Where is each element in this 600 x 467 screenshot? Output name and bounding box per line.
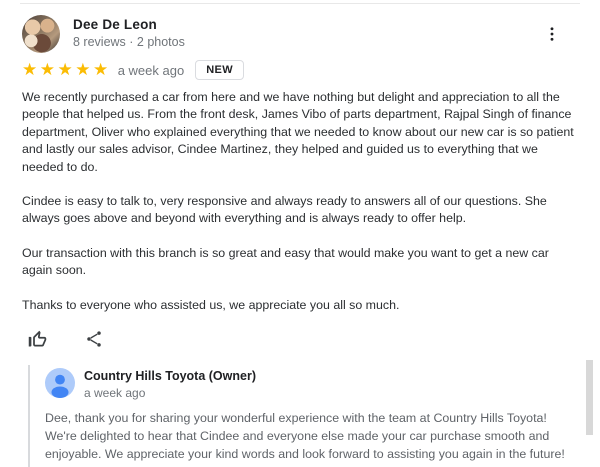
review-card (0, 3, 600, 461)
reviewer-avatar[interactable] (22, 15, 60, 53)
overflow-menu-button[interactable] (540, 23, 564, 47)
owner-response-time: a week ago (84, 386, 146, 401)
owner-id-block (84, 368, 256, 400)
top-divider (20, 3, 580, 4)
reviewer-meta: 8 reviews · 2 photos (73, 35, 185, 49)
scrollbar-thumb[interactable] (586, 360, 593, 435)
reviewer-name[interactable]: Dee De Leon (73, 17, 157, 32)
star-rating: ★★★★★ (22, 60, 111, 79)
review-actions (27, 328, 578, 350)
like-button[interactable] (27, 328, 48, 350)
owner-name: Country Hills Toyota (Owner) (84, 369, 256, 384)
thumbs-up-icon (27, 329, 48, 350)
rating-row (22, 60, 578, 80)
author-block (73, 15, 185, 49)
review-time: a week ago (117, 62, 185, 78)
review-paragraph: Our transaction with this branch is so great and easy that would make you want to get a new car again soon. (22, 245, 549, 278)
share-button[interactable] (84, 328, 104, 350)
review-paragraph: Cindee is easy to talk to, very responsive and always ready to answers all of our questions. She always goes above and beyond with everything and is always ready to offer help. (22, 194, 547, 226)
review-body (22, 89, 578, 314)
owner-response (28, 365, 578, 467)
review-header (22, 15, 578, 53)
share-icon (84, 329, 104, 349)
review-paragraph: We recently purchased a car from here and we have nothing but delight and appreciation to all the people that helped us. From the front desk, James Vibo of parts department, Rajpal Singh of finance department, Oliver who explained everything that we needed to know about our new car is so patient and lastly our sales advisor, Cindee Martinez, they helped and guided us to everything that we needed to do. (22, 90, 574, 174)
owner-response-text: Dee, thank you for sharing your wonderful experience with the team at Country Hills Toyota! We're delighted to hear that Cindee and everyone else made your car purchase smooth and enjoyable. We appreciate your kind words and look forward to assisting you again in the future! (45, 411, 565, 461)
kebab-menu-icon (543, 25, 561, 46)
review-paragraph: Thanks to everyone who assisted us, we appreciate you all so much. (22, 297, 400, 312)
owner-avatar person-icon (45, 368, 75, 398)
owner-header (45, 368, 578, 400)
new-badge: NEW (195, 60, 244, 80)
